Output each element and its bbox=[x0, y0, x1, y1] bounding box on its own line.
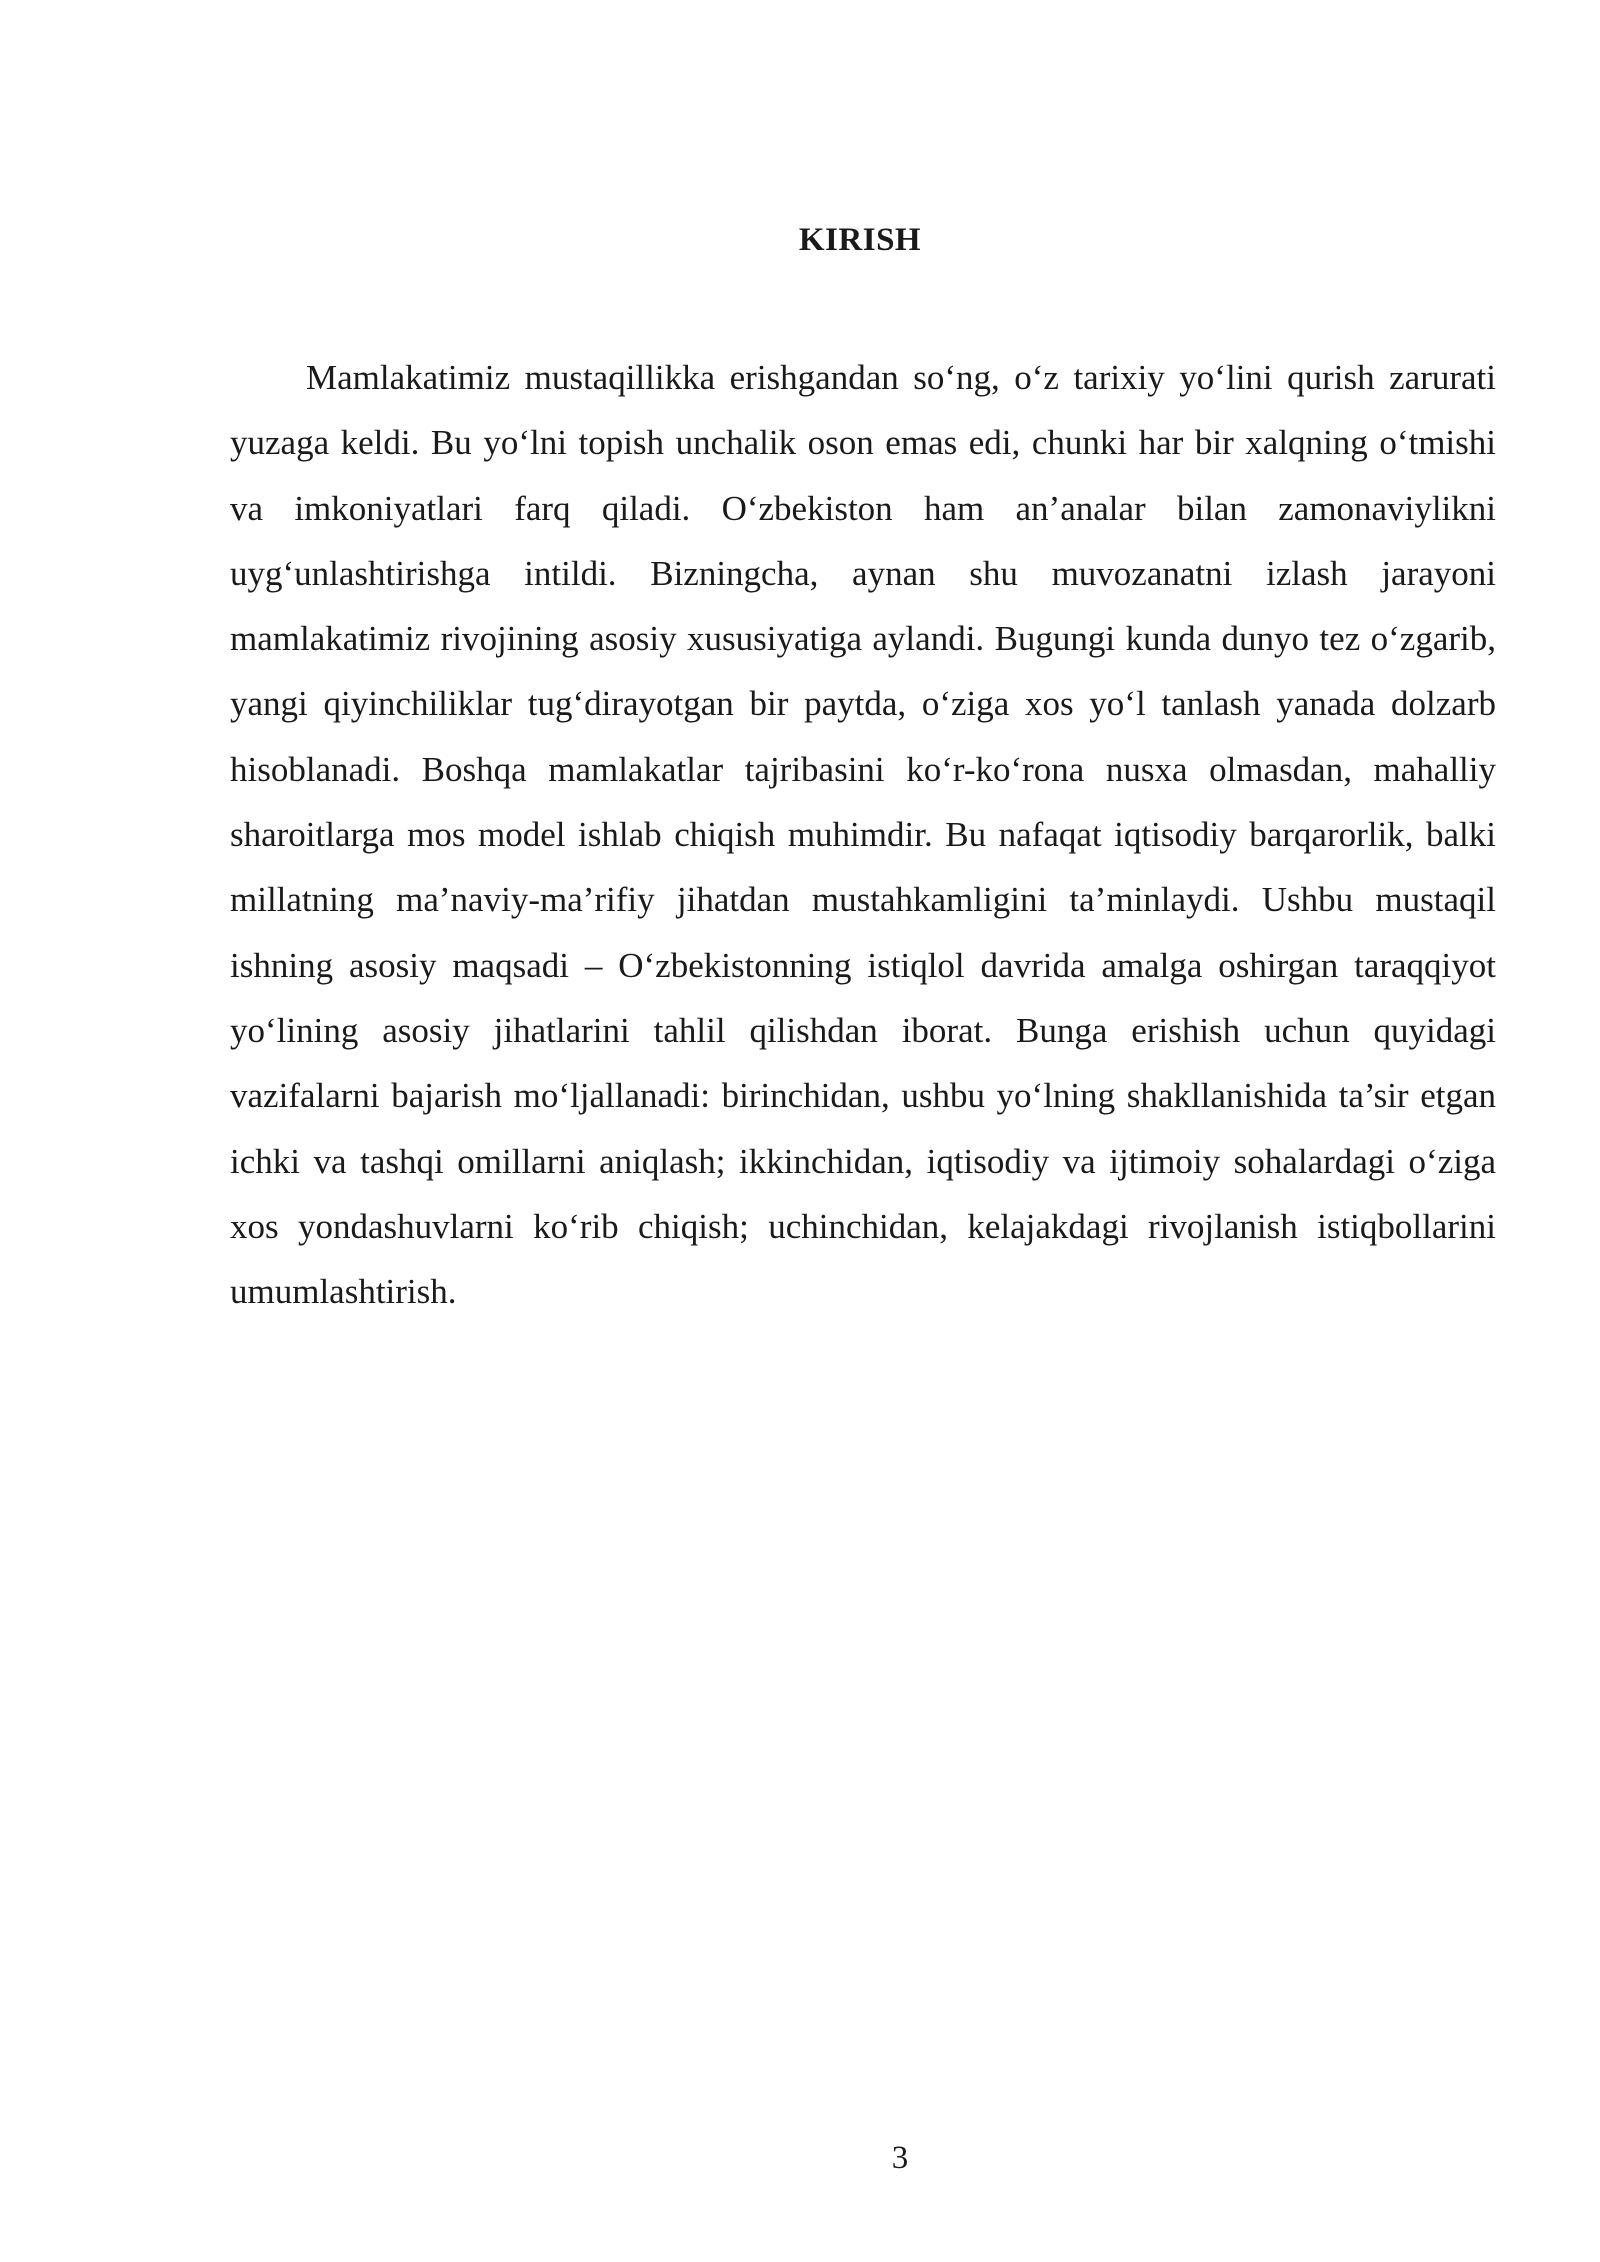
section-heading: KIRISH bbox=[798, 222, 922, 258]
intro-paragraph: Mamlakatimiz mustaqillikka erishgandan so‘ng, o‘z tarixiy yo‘lini qurish zarurati yuzaga keldi. Bu yo‘lni topish unchalik oson emas edi, chunki har bir xalqning o‘tmishi va imkoniyatlari farq qiladi. O‘zbekiston ham an’analar bilan zamonaviylikni uyg‘unlashtirishga intildi. Bizningcha, aynan shu muvozanatni izlash jarayoni mamlakatimiz rivojining asosiy xususiyatiga aylandi. Bugungi kunda dunyo tez o‘zgarib, yangi qiyinchiliklar tug‘dirayotgan bir paytda, o‘ziga xos yo‘l tanlash yanada dolzarb hisoblanadi. Boshqa mamlakatlar tajribasini ko‘r-ko‘rona nusxa olmasdan, mahalliy sharoitlarga mos model ishlab chiqish muhimdir. Bu nafaqat iqtisodiy barqarorlik, balki millatning ma’naviy-ma’rifiy jihatdan mustahkamligini ta’minlaydi. Ushbu mustaqil ishning asosiy maqsadi – O‘zbekistonning istiqlol davrida amalga oshirgan taraqqiyot yo‘lining asosiy jihatlarini tahlil qilishdan iborat. Bunga erishish uchun quyidagi vazifalarni bajarish mo‘ljallanadi: birinchidan, ushbu yo‘lning shakllanishida ta’sir etgan ichki va tashqi omillarni aniqlash; ikkinchidan, iqtisodiy va ijtimoiy sohalardagi o‘ziga xos yondashuvlarni ko‘rib chiqish; uchinchidan, kelajakdagi rivojlanish istiqbollarini umumlashtirish. bbox=[230, 358, 1496, 1312]
page-number: 3 bbox=[891, 2140, 909, 2176]
